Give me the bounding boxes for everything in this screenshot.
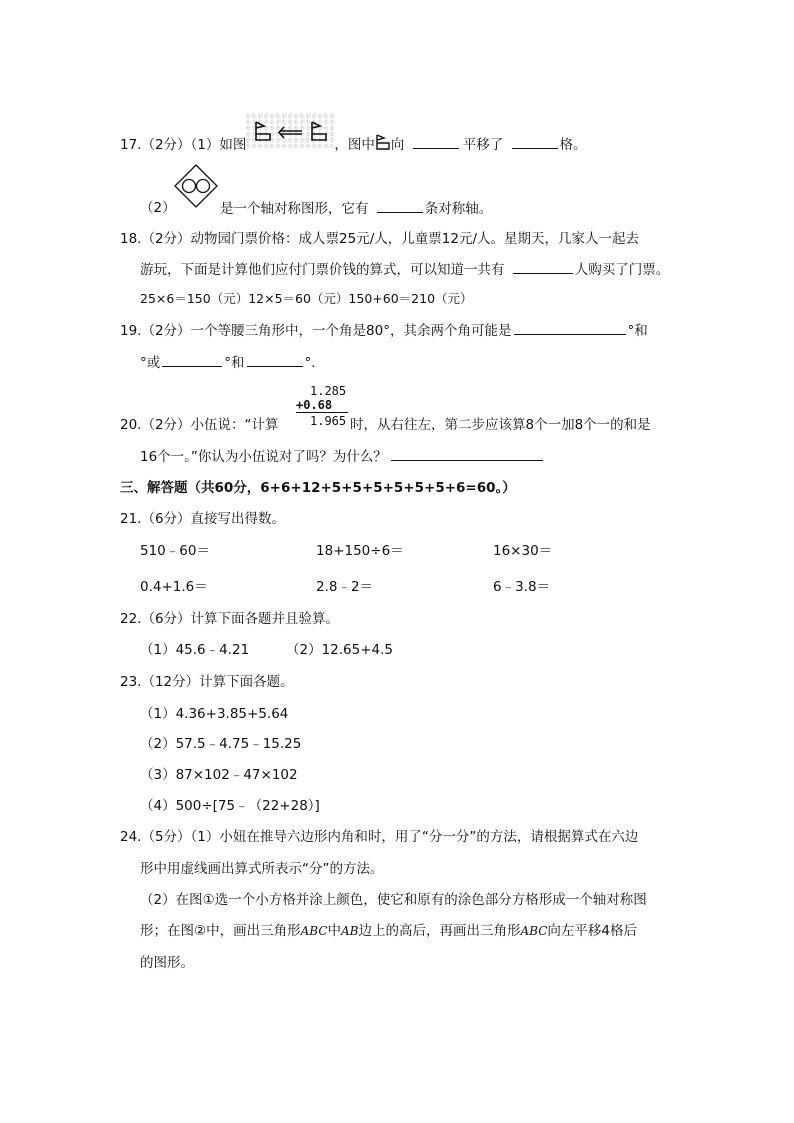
q17-p1-end: 格。 <box>559 137 587 153</box>
q19-line1b: °和 <box>627 323 648 339</box>
grid-translation-figure <box>246 114 334 148</box>
q17-line1 <box>120 134 587 155</box>
q21-item-5: 2.8﹣2＝ <box>316 579 374 595</box>
q21-item-4: 0.4+1.6＝ <box>140 579 208 595</box>
q17-blank-squares[interactable] <box>512 134 558 149</box>
q22-item-2: （2）12.65+4.5 <box>286 642 394 658</box>
q17-p1-dir: 向 <box>390 137 405 153</box>
q18-line3: 25×6＝150（元）12×5＝60（元）150+60＝210（元） <box>140 291 473 306</box>
q23-item-4: （4）500÷[75﹣（22+28）] <box>140 798 320 814</box>
q18-line2 <box>140 259 669 280</box>
q20-line2: 16个一。”你认为小伍说对了吗？为什么？ <box>140 449 387 465</box>
q24-ab: AB <box>341 924 359 938</box>
q23-item-3: （3）87×102﹣47×102 <box>140 767 298 783</box>
q24-abc-1: ABC <box>300 924 328 938</box>
q19-blank-1[interactable] <box>514 320 626 335</box>
q18-line2a: 游玩，下面是计算他们应付门票价钱的算式，可以知道一共有 <box>140 262 505 278</box>
q21-item-2: 18+150÷6＝ <box>316 543 404 559</box>
q20-line1a: 20.（2分）小伍说：“计算 <box>120 417 279 433</box>
q24-line2: 形中用虚线画出算式所表示“分”的方法。 <box>140 861 384 877</box>
q20-blank-answer[interactable] <box>391 446 543 461</box>
q24-line4c: 边上的高后，再画出三角形 <box>358 923 521 939</box>
q20-vertical-rule <box>296 412 348 413</box>
q22-item-1: （1）45.6﹣4.21 <box>140 642 250 658</box>
q21-title: 21.（6分）直接写出得数。 <box>120 511 286 527</box>
q23-item-1: （1）4.36+3.85+5.64 <box>140 706 289 722</box>
q17-p2-end: 条对称轴。 <box>424 201 493 217</box>
q24-line3: （2）在图①选一个小方格并涂上颜色，使它和原有的涂色部分方格形成一个轴对称图 <box>140 892 647 908</box>
q19-line2b: °和 <box>224 355 245 371</box>
q17-line2 <box>140 198 176 218</box>
q17-p1-mid: ，图中 <box>334 137 375 153</box>
q20-vertical-middle: +0.68 <box>296 398 333 412</box>
q24-line4a: 形；在图②中，画出三角形 <box>140 923 301 939</box>
q24-line4d: 向左平移4格后 <box>547 923 637 939</box>
q20-vertical-result: 1.965 <box>310 414 347 428</box>
q19-line2 <box>140 352 316 373</box>
q17-blank-axes[interactable] <box>377 198 423 213</box>
flag-shape-icon <box>375 133 391 151</box>
q17-p1-num: 17.（2分）（1）如图 <box>120 137 247 153</box>
q17-p1-moved: 平移了 <box>462 137 504 153</box>
q23-item-2: （2）57.5﹣4.75﹣15.25 <box>140 736 302 752</box>
q17-line2-text <box>220 198 492 219</box>
q18-blank-people[interactable] <box>513 259 573 274</box>
q19-line1 <box>120 320 648 341</box>
q20-line1-rest: 时，从右往左，第二步应该算8个一加8个一的和是 <box>350 417 651 433</box>
q20-vertical-top: 1.285 <box>310 384 347 398</box>
q24-line1: 24.（5分）（1）小妞在推导六边形内角和时，用了“分一分”的方法，请根据算式在六边 <box>120 829 639 845</box>
q23-title: 23.（12分）计算下面各题。 <box>120 674 294 690</box>
q20-line2 <box>140 446 543 467</box>
q18-line2b: 人购买了门票。 <box>574 262 670 278</box>
q21-item-1: 510﹣60＝ <box>140 543 210 559</box>
q19-line2c: °. <box>304 355 316 371</box>
q19-line1a: 19.（2分）一个等腰三角形中，一个角是80°，其余两个角可能是 <box>120 323 512 339</box>
q21-item-6: 6﹣3.8＝ <box>493 579 551 595</box>
q19-line2a: °或 <box>140 355 161 371</box>
q19-blank-2[interactable] <box>162 352 222 367</box>
q17-p2-text: 是一个轴对称图形，它有 <box>220 201 369 217</box>
q24-line4 <box>140 921 637 941</box>
section3-heading: 三、解答题（共60分，6+6+12+5+5+5+5+5+5+6=60。） <box>120 480 516 496</box>
q24-line5: 的图形。 <box>140 955 194 971</box>
q20-line1 <box>120 415 279 435</box>
q17-blank-direction[interactable] <box>413 134 459 149</box>
q19-blank-3[interactable] <box>247 352 303 367</box>
q24-line4b: 中 <box>327 923 341 939</box>
q21-item-3: 16×30＝ <box>493 543 553 559</box>
q17-p2-num: （2） <box>140 200 176 216</box>
rhombus-circles-figure <box>173 163 219 209</box>
q22-title: 22.（6分）计算下面各题并且验算。 <box>120 611 340 627</box>
q18-line1: 18.（2分）动物园门票价格：成人票25元/人，儿童票12元/人。星期天，几家人一起去 <box>120 231 640 247</box>
q24-abc-2: ABC <box>520 924 548 938</box>
